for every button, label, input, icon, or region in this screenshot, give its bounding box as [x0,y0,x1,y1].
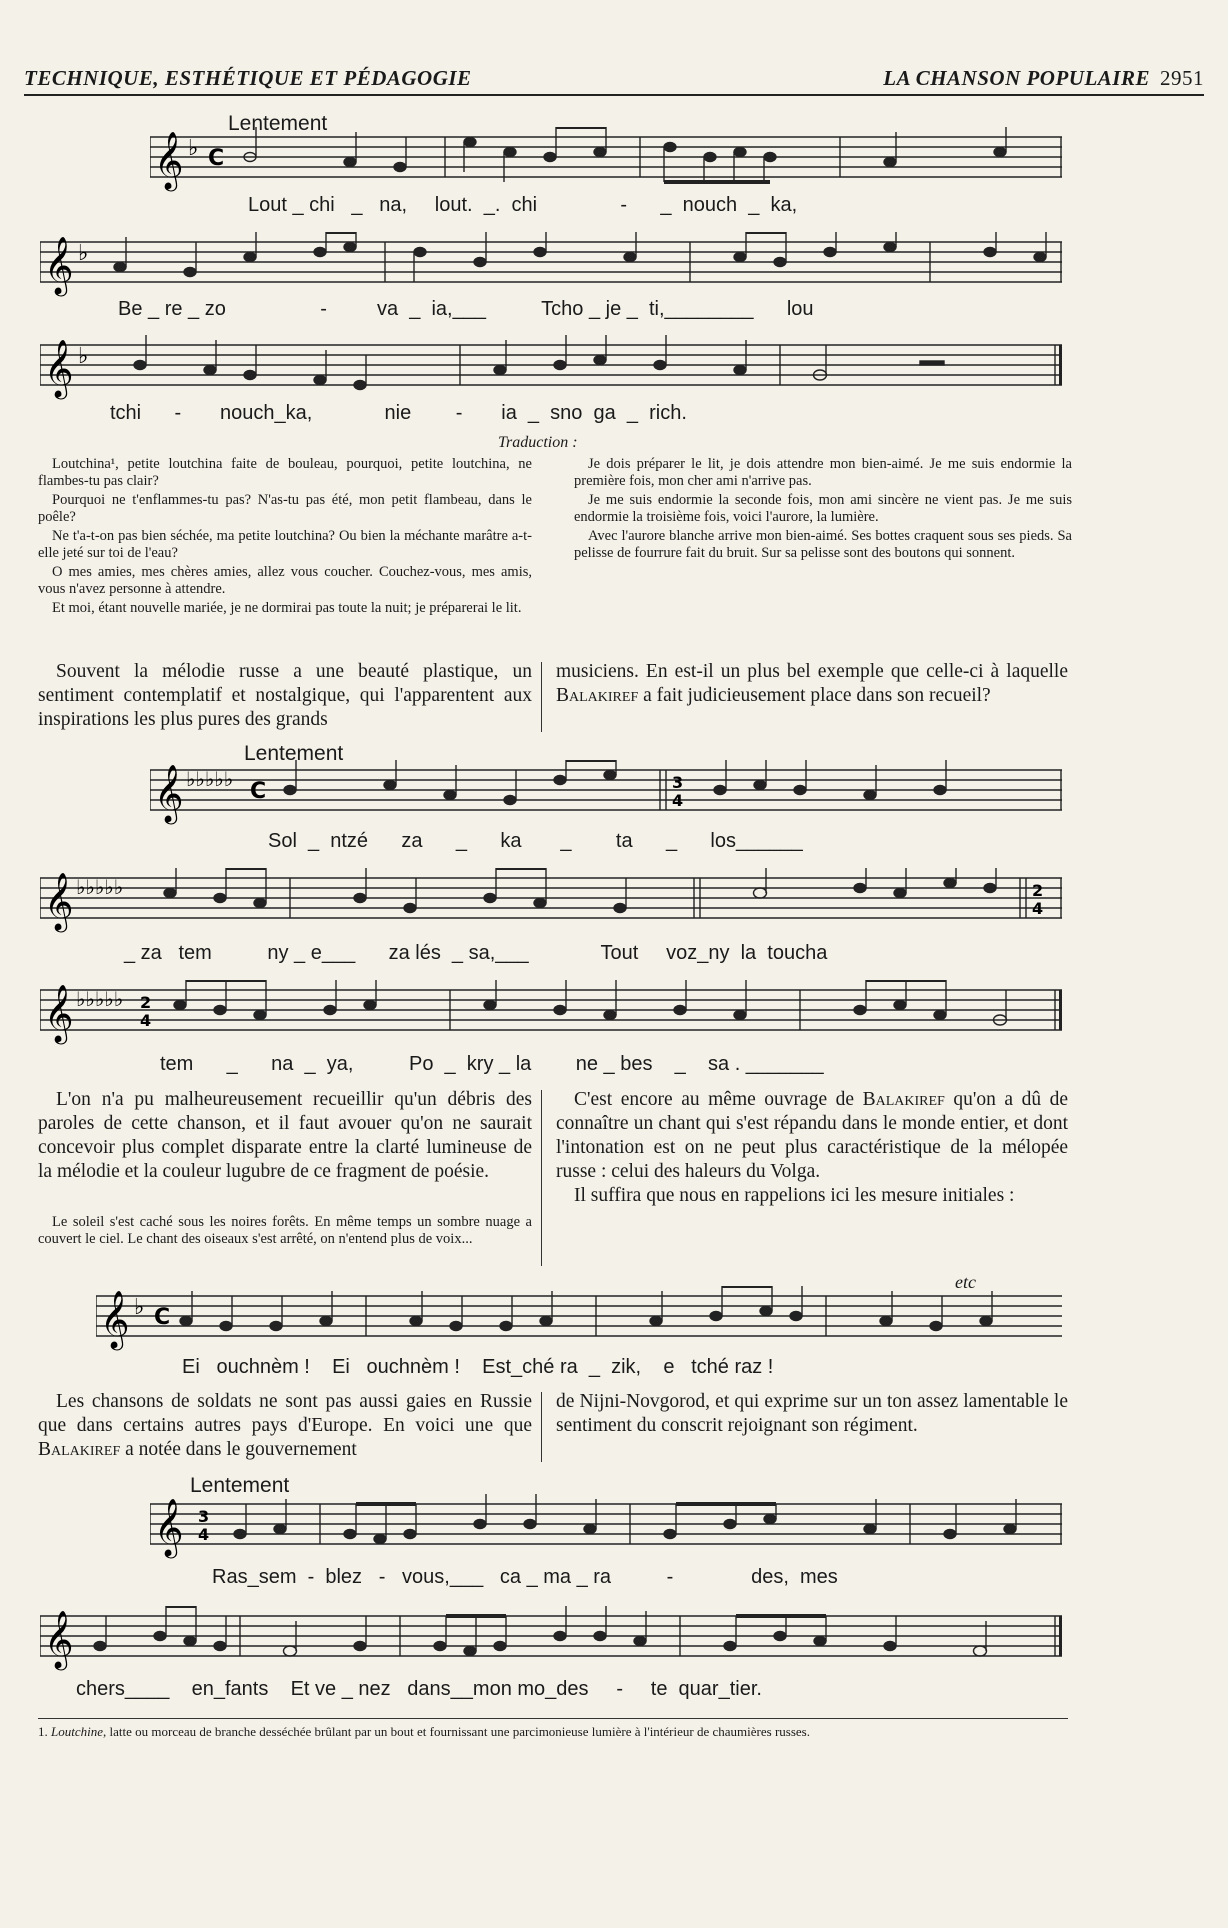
paragraph-3-left-text [38,1390,532,1462]
song1-staff-2 [40,232,1062,302]
svg-text:♭: ♭ [188,136,199,161]
svg-text:𝄞: 𝄞 [44,1610,74,1668]
text-run: C'est encore au même ouvrage de [574,1089,863,1110]
svg-text:♭♭♭♭♭: ♭♭♭♭♭ [186,767,234,791]
header-right-title: LA CHANSON POPULAIRE [883,66,1150,90]
paragraph-2-right [556,1088,1068,1208]
svg-text:♭: ♭ [78,241,89,266]
column-divider [541,1392,542,1462]
song2-staff-3 [40,980,1062,1050]
song2-staff-2 [40,868,1062,938]
song2-lyrics-3: tem _ na _ ya, Po _ kry _ la ne _ bes _ sa . _______ [160,1053,824,1075]
song2-lyrics-2: _ za tem ny _ e___ za lés _ sa,___ Tout voz_ny la toucha [124,942,828,964]
text-run: a fait judicieusement place dans son recueil? [638,685,991,706]
svg-text:♭: ♭ [134,1295,145,1320]
song4-lyrics-1: Ras_sem - blez - vous,___ ca _ ma _ ra - des, mes [212,1566,838,1588]
translation-left-p5: Et moi, étant nouvelle mariée, je ne dormirai pas toute la nuit; je préparerai le lit. [52,600,522,616]
composer-name: Balakiref [556,685,639,706]
music-staff-svg [40,335,1062,405]
paragraph-1-left [38,660,532,732]
music-staff-svg [40,980,1062,1050]
header-right [883,66,1204,91]
paragraph-3-right-text: de Nijni-Novgorod, et qui exprime sur un ton assez lamentable le sentiment du conscrit rejoignant son régiment. [556,1391,1068,1436]
footnote-rule [38,1718,1068,1719]
song4-staff-1 [150,1494,1062,1564]
translation-right-p3: Avec l'aurore blanche arrive mon bien-aimé. Ses bottes craquent sous ses pieds. Sa pelisse de fourrure fait du bruit. Sur sa pelisse sont des boutons qui sonnent. [574,528,1072,561]
paragraph-2-right-text [556,1088,1068,1184]
svg-text:𝄞: 𝄞 [44,872,74,930]
paragraph-2-left-quote-text: Le soleil s'est caché sous les noires forêts. En même temps un sombre nuage a couvert le ciel. Le chant des oiseaux s'est arrêté, on n'entend plus de voix... [38,1214,532,1247]
svg-text:𝄞: 𝄞 [44,339,74,397]
column-divider [541,1090,542,1266]
svg-text:𝄞: 𝄞 [154,131,184,189]
song3-etc: etc [955,1272,976,1292]
svg-text:4: 4 [1032,899,1044,918]
music-staff-svg [150,1494,1062,1564]
paragraph-1-right-text [556,660,1068,708]
text-run: musiciens. En est-il un plus bel exemple que celle-ci à laquelle [556,661,1068,682]
text-run: Les chansons de soldats ne sont pas aussi gaies en Russie que dans certains autres pays d'Europe. En voici une que [38,1391,532,1436]
running-header [24,66,1204,96]
translation-right [574,456,1072,564]
svg-text:C: C [250,779,267,804]
paragraph-3-left [38,1390,532,1462]
music-staff-svg [40,868,1062,938]
song2-lyrics-1: Sol _ ntzé za _ ka _ ta _ los______ [268,830,803,852]
svg-text:♭♭♭♭♭: ♭♭♭♭♭ [76,987,124,1011]
text-run: qu'on a dû de connaître un chant qui s'est répandu dans le monde entier, et dont l'intonation est on ne peut plus caractéristique de la mélopée russe : celui des haleurs du Volga. [556,1089,1068,1182]
translation-right-p1: Je dois préparer le lit, je dois attendre mon bien-aimé. Je me suis endormie la première fois, mon cher ami n'arrive pas. [574,456,1072,489]
footnote [38,1724,1068,1740]
translation-right-p2: Je me suis endormie la seconde fois, mon ami sincère ne vient pas. Je me suis endormie la troisième fois, voici l'aurore, la lumière. [574,492,1072,525]
footnote-number: 1. [38,1724,51,1739]
song1-tempo: Lentement [228,112,328,135]
header-left: TECHNIQUE, ESTHÉTIQUE ET PÉDAGOGIE [24,66,472,90]
paragraph-2-left-text: L'on n'a pu malheureusement recueillir qu'un débris des paroles de cette chanson, et il faut avouer qu'on ne saurait concevoir plus complet disparate entre la clarté lumineuse de la mélodie et la couleur lugubre de ce fragment de poésie. [38,1089,532,1182]
paragraph-1-left-text: Souvent la mélodie russe a une beauté plastique, un sentiment contemplatif et nostalgique, qui l'apparentent aux inspirations les plus pures des grands [38,661,532,730]
page-number: 2951 [1160,66,1204,90]
paragraph-3-right [556,1390,1068,1438]
svg-text:C: C [154,1305,171,1330]
song3-staff [96,1286,1062,1356]
svg-text:𝄞: 𝄞 [44,984,74,1042]
svg-text:♭: ♭ [78,344,89,369]
svg-text:2: 2 [1032,881,1044,900]
svg-text:𝄞: 𝄞 [100,1290,130,1348]
song4-tempo: Lentement [190,1474,290,1497]
paragraph-2-left [38,1088,532,1184]
svg-text:3: 3 [672,773,684,792]
svg-text:4: 4 [672,791,684,810]
translation-left-p4: O mes amies, mes chères amies, allez vous coucher. Couchez-vous, mes amis, vous n'avez personne à attendre. [38,564,532,597]
song1-lyrics-3: tchi - nouch_ka, nie - ia _ sno ga _ rich. [110,402,687,424]
song1-staff-3 [40,335,1062,405]
svg-text:♭♭♭♭♭: ♭♭♭♭♭ [76,875,124,899]
svg-text:𝄞: 𝄞 [44,236,74,294]
translation-left-p2: Pourquoi ne t'enflammes-tu pas? N'as-tu pas été, mon petit flambeau, dans le poêle? [38,492,532,525]
song1-lyrics-1: Lout _ chi _ na, lout. _. chi - _ nouch _ ka, [248,194,798,216]
paragraph-1-right [556,660,1068,708]
svg-text:4: 4 [140,1011,152,1030]
footnote-term: Loutchine [51,1724,103,1739]
paragraph-2-left-quote [38,1214,532,1250]
svg-text:𝄞: 𝄞 [154,764,184,822]
song4-staff-2 [40,1606,1062,1676]
song3-lyrics: Ei ouchnèm ! Ei ouchnèm ! Est_ché ra _ zik, e tché raz ! [182,1356,774,1378]
music-staff-svg [40,232,1062,302]
translation-left-p3: Ne t'a-t-on pas bien séchée, ma petite loutchina? Ou bien la méchante marâtre a-t-elle jeté sur toi de l'eau? [38,528,532,561]
song1-staff-1 [150,127,1062,197]
footnote-text: , latte ou morceau de branche desséchée brûlant par un bout et fournissant une parcimonieuse lumière à l'intérieur de chaumières russes. [103,1724,810,1739]
song2-tempo: Lentement [244,742,344,765]
composer-name: Balakiref [862,1089,945,1110]
svg-text:2: 2 [140,993,152,1012]
translation-left-p1: Loutchina¹, petite loutchina faite de bouleau, pourquoi, petite loutchina, ne flambes-tu pas clair? [38,456,532,489]
text-run: a notée dans le gouvernement [120,1439,357,1460]
music-staff-svg [40,1606,1062,1676]
composer-name: Balakiref [38,1439,121,1460]
music-staff-svg [96,1286,1062,1356]
song1-lyrics-2: Be _ re _ zo - va _ ia,___ Tcho _ je _ ti,________ lou [118,298,814,320]
paragraph-2-right-text-2: Il suffira que nous en rappelions ici les mesure initiales : [574,1185,1015,1206]
svg-text:𝄞: 𝄞 [154,1498,184,1556]
song4-lyrics-2: chers____ en_fants Et ve _ nez dans__mon mo_des - te quar_tier. [76,1678,762,1700]
svg-text:C: C [208,146,225,171]
music-staff-svg [150,760,1062,830]
column-divider [541,662,542,732]
svg-text:3: 3 [198,1507,210,1526]
song2-staff-1 [150,760,1062,830]
music-staff-svg [150,127,1062,197]
svg-text:4: 4 [198,1525,210,1544]
translation-left [38,456,532,619]
translation-title: Traduction : [498,434,578,451]
